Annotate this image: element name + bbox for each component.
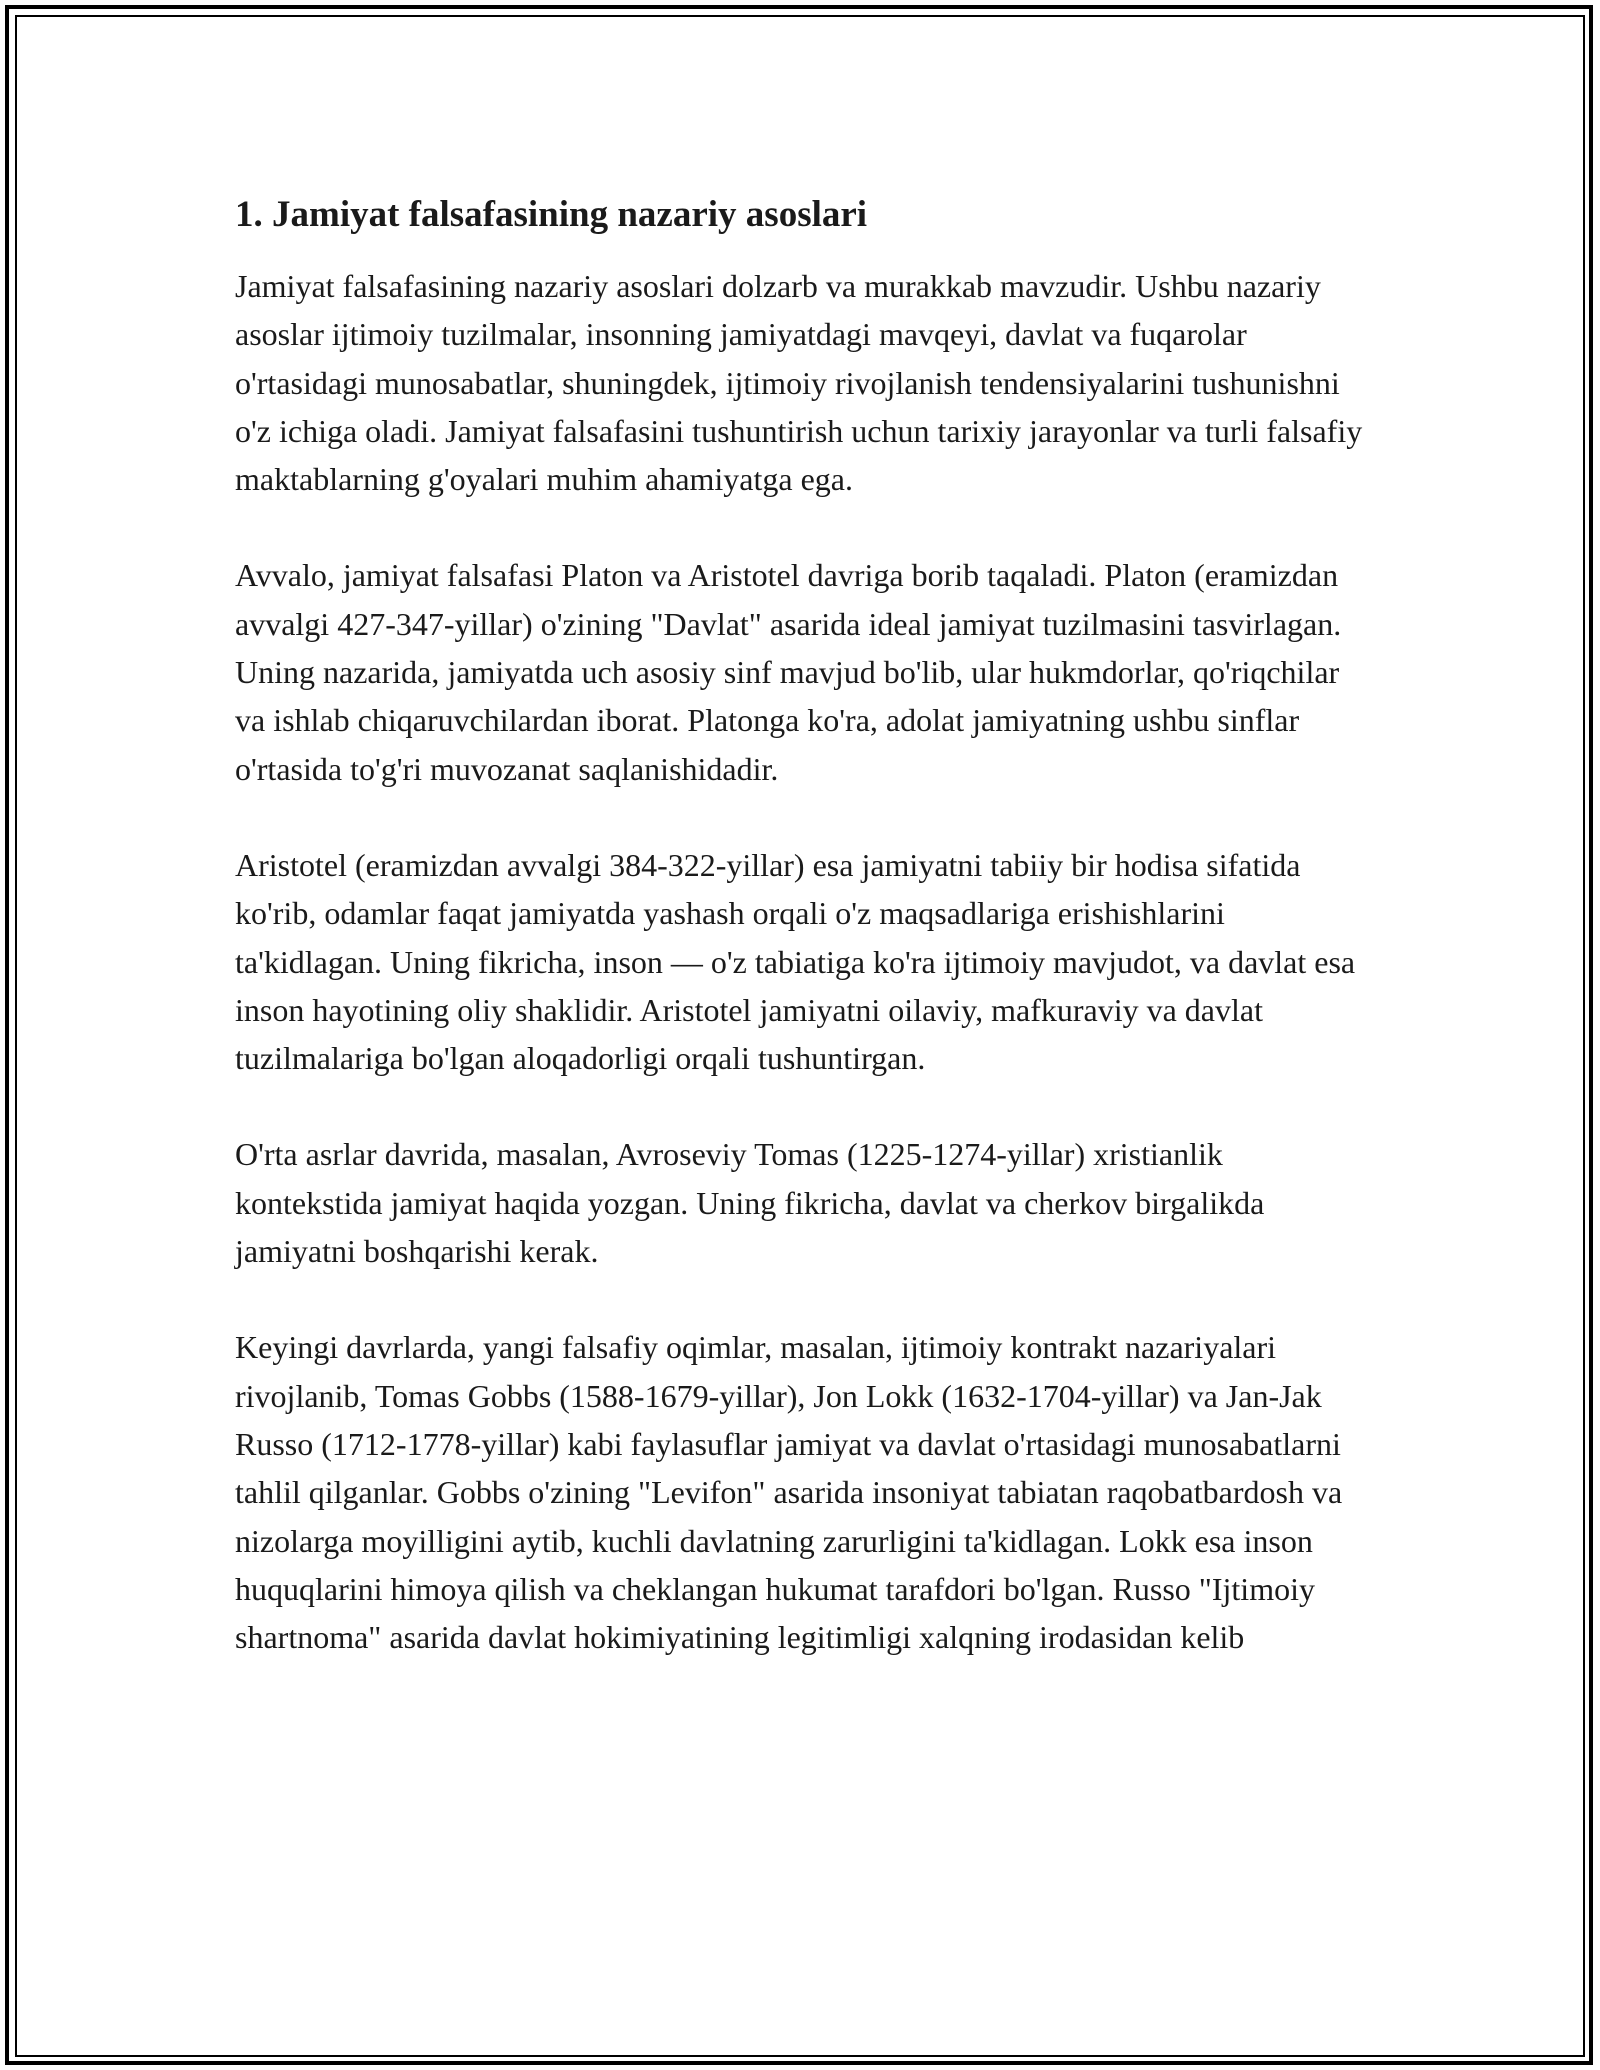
paragraph-middle-ages: O'rta asrlar davrida, masalan, Avroseviy Tomas (1225-1274-yillar) xristianlik kontekstida jamiyat haqida yozgan. Uning fikricha, davlat va cherkov birgalikda jamiyatni boshqarishi kerak. (235, 1136, 1265, 1270)
paragraph-social-contract: Keyingi davrlarda, yangi falsafiy oqimlar, masalan, ijtimoiy kontrakt nazariyalari rivojlanib, Tomas Gobbs (1588-1679-yillar), Jon Lokk (1632-1704-yillar) va Jan-Jak Russo (1712-1778-yillar) kabi faylasuflar jamiyat va davlat o'rtasidagi munosabatlarni tahlil qilganlar. Gobbs o'zining "Levifon" asarida insoniyat tabiatan raqobatbardosh va nizolarga moyilligini aytib, kuchli davlatning zarurligini ta'kidlagan. Lokk esa inson huquqlarini himoya qilish va cheklangan hukumat tarafdori bo'lgan. Russo "Ijtimoiy shartnoma" asarida davlat hokimiyatining legitimligi xalqning irodasidan kelib (235, 1329, 1343, 1656)
document-body (235, 188, 1375, 1709)
section-heading: 1. Jamiyat falsafasining nazariy asoslari (235, 194, 868, 235)
paragraph-platon: Avvalo, jamiyat falsafasi Platon va Aristotel davriga borib taqaladi. Platon (eramizdan avvalgi 427-347-yillar) o'zining "Davlat" asarida ideal jamiyat tuzilmasini tasvirlagan. Uning nazarida, jamiyatda uch asosiy sinf mavjud bo'lib, ular hukmdorlar, qo'riqchilar va ishlab chiqaruvchilardan iborat. Platonga ko'ra, adolat jamiyatning ushbu sinflar o'rtasida to'g'ri muvozanat saqlanishidadir. (235, 557, 1342, 787)
paragraph-aristotel: Aristotel (eramizdan avvalgi 384-322-yillar) esa jamiyatni tabiiy bir hodisa sifatida ko'rib, odamlar faqat jamiyatda yashash orqali o'z maqsadlariga erishishlarini ta'kidlagan. Uning fikricha, inson — o'z tabiatiga ko'ra ijtimoiy mavjudot, va davlat esa inson hayotining oliy shaklidir. Aristotel jamiyatni oilaviy, mafkuraviy va davlat tuzilmalariga bo'lgan aloqadorligi orqali tushuntirgan. (235, 846, 1356, 1077)
paragraph-intro: Jamiyat falsafasining nazariy asoslari dolzarb va murakkab mavzudir. Ushbu nazariy asoslar ijtimoiy tuzilmalar, insonning jamiyatdagi mavqeyi, davlat va fuqarolar o'rtasidagi munosabatlar, shuningdek, ijtimoiy rivojlanish tendensiyalarini tushunishni o'z ichiga oladi. Jamiyat falsafasini tushuntirish uchun tarixiy jarayonlar va turli falsafiy maktablarning g'oyalari muhim ahamiyatga ega. (235, 268, 1363, 498)
